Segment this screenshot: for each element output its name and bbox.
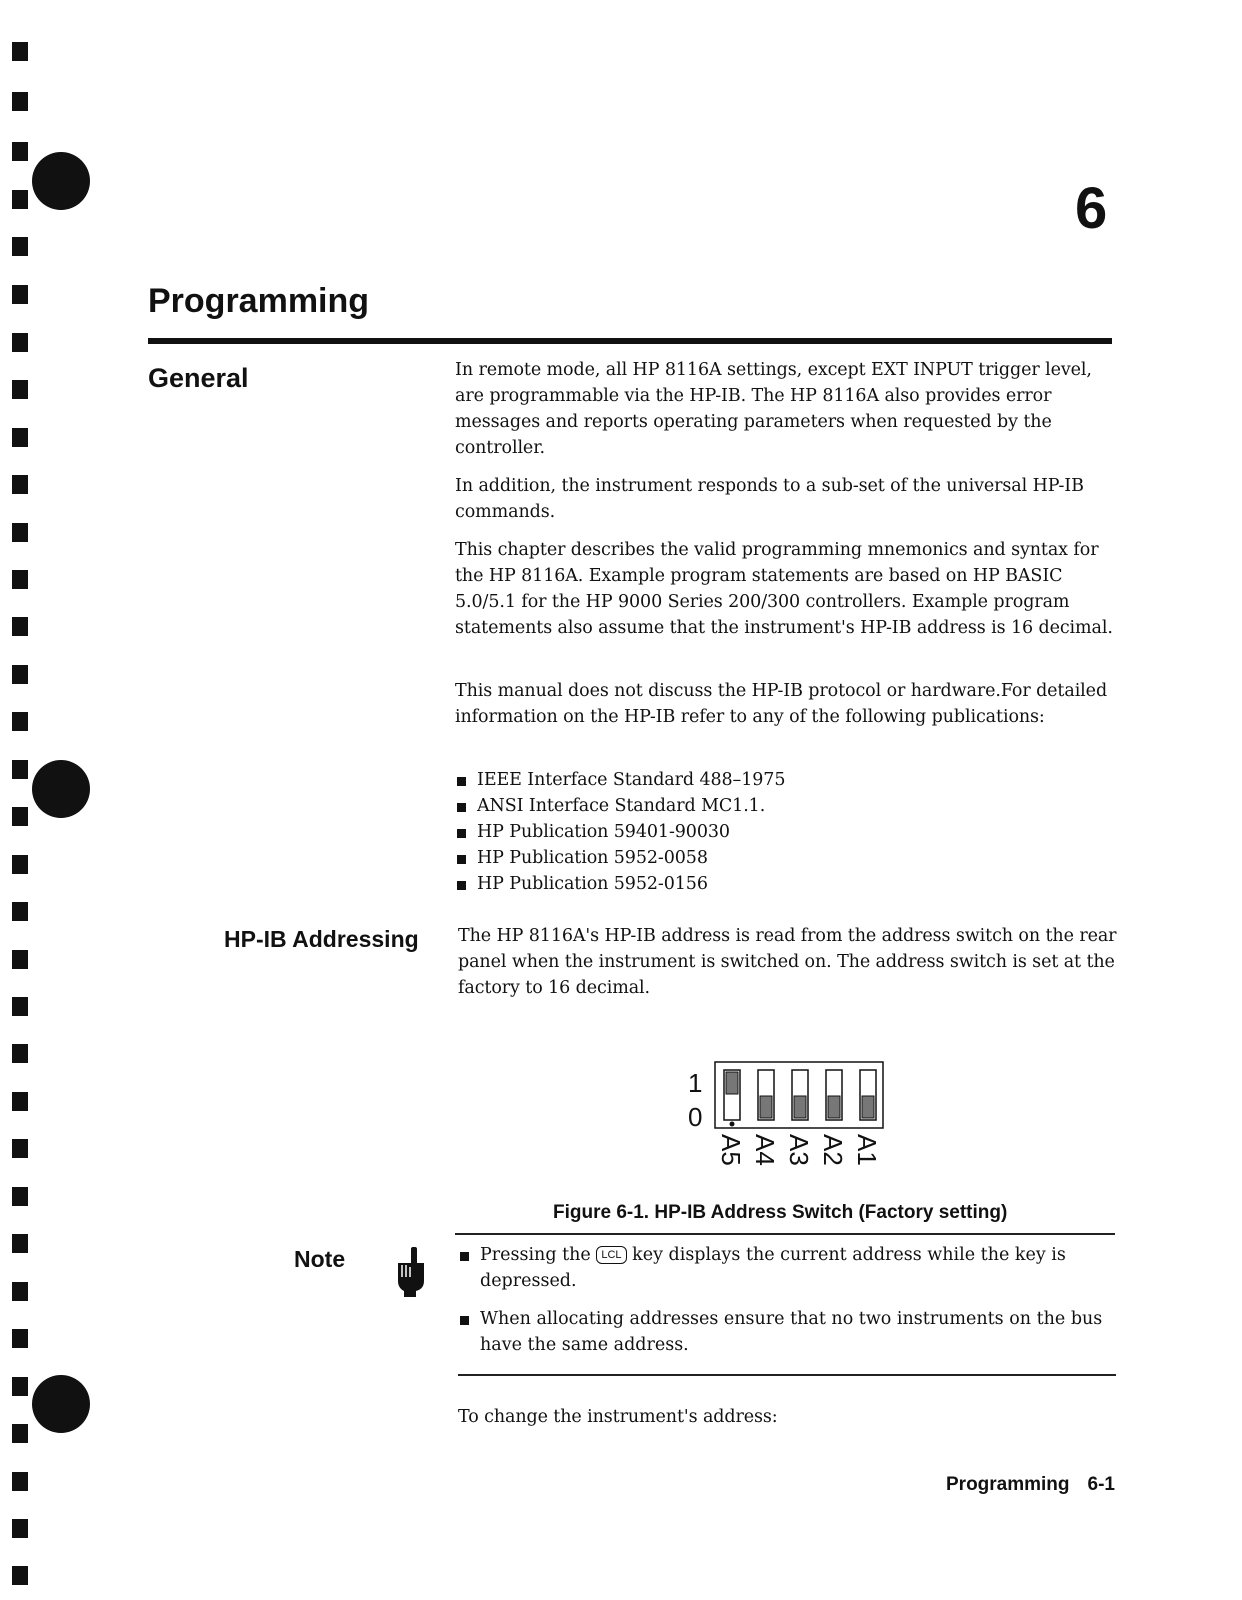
note-heading: Note	[294, 1246, 346, 1272]
binding-square	[12, 1329, 28, 1348]
binding-square	[12, 950, 28, 969]
binding-square	[12, 1092, 28, 1111]
switch-marker-dot	[730, 1122, 735, 1127]
binding-square	[12, 617, 28, 636]
note-item: When allocating addresses ensure that no two instruments on the bus have the same address.	[458, 1306, 1118, 1358]
binding-square	[12, 1139, 28, 1158]
note-item-text: key displays the current address while the key is depressed.	[480, 1245, 1066, 1291]
binding-square	[12, 1566, 28, 1585]
binding-square	[12, 1044, 28, 1063]
pointing-hand-icon	[390, 1245, 430, 1299]
publication-item: IEEE Interface Standard 488–1975	[455, 767, 1115, 793]
binding-square	[12, 523, 28, 542]
page-footer	[946, 1475, 1115, 1494]
switch-label: A5	[716, 1134, 746, 1166]
switch-knob	[828, 1096, 840, 1118]
binding-square	[12, 190, 28, 209]
binding-square	[12, 237, 28, 256]
general-paragraph-3: This chapter describes the valid programming mnemonics and syntax for the HP 8116A. Example program statements are based on HP BASIC 5.0/5.1 for the HP 9000 Series 200/300 controllers. Example program statements also assume that the instrument's HP-IB address is 16 decimal.	[455, 540, 1113, 638]
chapter-number: 6	[1075, 176, 1108, 241]
binding-square	[12, 1377, 28, 1396]
note-list	[458, 1242, 1118, 1370]
section-heading-addressing: HP-IB Addressing	[224, 926, 419, 952]
publication-item: ANSI Interface Standard MC1.1.	[455, 793, 1115, 819]
binding-square	[12, 1234, 28, 1253]
lcl-key-icon: LCL	[596, 1246, 626, 1264]
publication-item: HP Publication 5952-0058	[455, 845, 1115, 871]
binding-square	[12, 42, 28, 61]
addressing-paragraph: The HP 8116A's HP-IB address is read from the address switch on the rear panel when the instrument is switched on. The address switch is set at the factory to 16 decimal.	[458, 926, 1117, 998]
binding-square	[12, 712, 28, 731]
title-rule	[148, 338, 1112, 344]
binding-square	[12, 333, 28, 352]
general-paragraph-1: In remote mode, all HP 8116A settings, except EXT INPUT trigger level, are programmable via the HP-IB. The HP 8116A also provides error messages and reports operating parameters when requested by the controller.	[455, 360, 1092, 458]
binding-square	[12, 428, 28, 447]
switch-label: A4	[750, 1134, 780, 1166]
note-item-text: Pressing the	[480, 1245, 591, 1265]
switch-row-label-0: 0	[688, 1102, 703, 1132]
binding-square	[12, 997, 28, 1016]
closing-paragraph: To change the instrument's address:	[458, 1407, 778, 1427]
binding-hole	[32, 1375, 90, 1433]
binding-square	[12, 760, 28, 779]
binding-square	[12, 285, 28, 304]
switch-knob	[726, 1072, 738, 1094]
footer-section: Programming	[946, 1474, 1070, 1495]
publication-item: HP Publication 59401-90030	[455, 819, 1115, 845]
binding-square	[12, 902, 28, 921]
switch-row-label-1: 1	[688, 1068, 703, 1098]
note-end-rule	[458, 1374, 1116, 1376]
binding-square	[12, 142, 28, 161]
switch-label: A2	[818, 1134, 848, 1166]
binding-square	[12, 807, 28, 826]
caption-rule	[455, 1233, 1115, 1235]
switch-knob	[760, 1096, 772, 1118]
section-heading-general: General	[148, 363, 249, 393]
binding-square	[12, 1424, 28, 1443]
footer-page-number: 6-1	[1087, 1474, 1115, 1495]
chapter-title: Programming	[148, 282, 370, 320]
binding-square	[12, 92, 28, 111]
publication-item: HP Publication 5952-0156	[455, 871, 1115, 897]
address-switch-figure	[680, 1060, 890, 1180]
general-paragraph-2: In addition, the instrument responds to a sub-set of the universal HP-IB commands.	[455, 476, 1084, 522]
note-item	[458, 1242, 1118, 1294]
switch-group	[716, 1070, 882, 1166]
switch-knob	[862, 1096, 874, 1118]
general-paragraph-4: This manual does not discuss the HP-IB protocol or hardware.For detailed information on the HP-IB refer to any of the following publications:	[455, 681, 1108, 727]
binding-square	[12, 475, 28, 494]
binding-hole	[32, 760, 90, 818]
binding-square	[12, 665, 28, 684]
figure-caption: Figure 6-1. HP-IB Address Switch (Factory setting)	[553, 1202, 1008, 1223]
binding-hole	[32, 152, 90, 210]
switch-label: A1	[852, 1134, 882, 1166]
binding-square	[12, 1187, 28, 1206]
binding-square	[12, 570, 28, 589]
publication-list	[455, 767, 1115, 897]
binding-square	[12, 855, 28, 874]
binding-square	[12, 1519, 28, 1538]
switch-knob	[794, 1096, 806, 1118]
binding-square	[12, 380, 28, 399]
switch-label: A3	[784, 1134, 814, 1166]
binding-square	[12, 1472, 28, 1491]
binding-square	[12, 1282, 28, 1301]
